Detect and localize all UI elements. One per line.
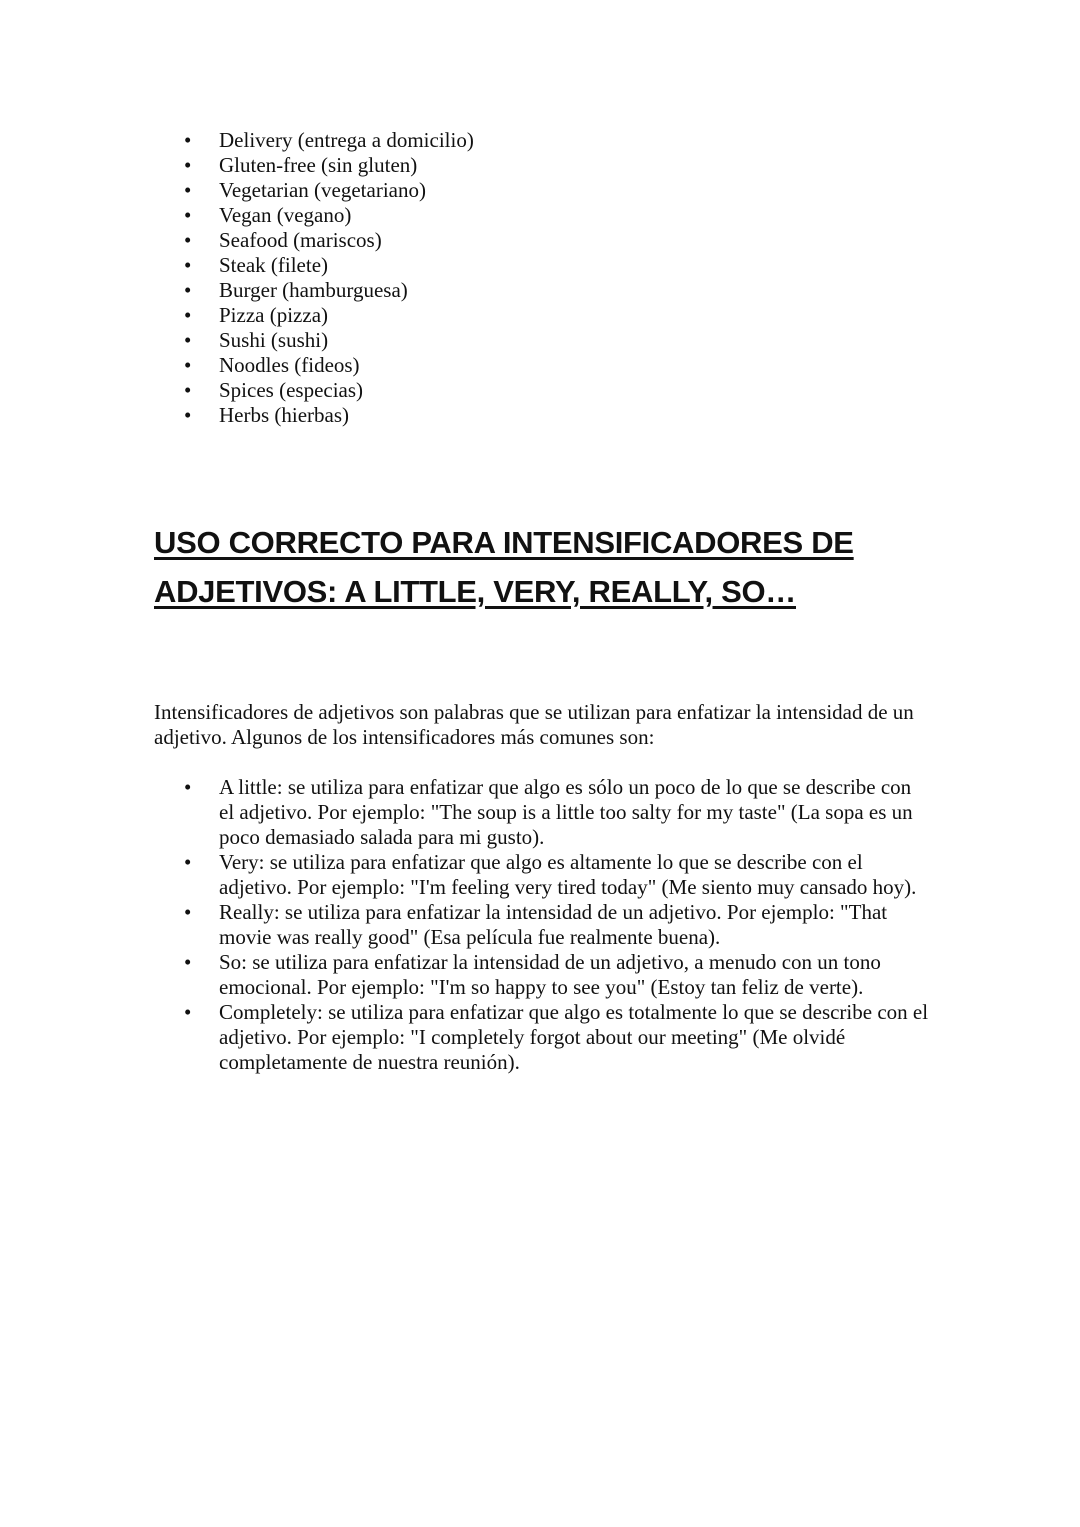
food-item bbox=[154, 353, 874, 378]
food-item bbox=[154, 253, 874, 278]
intensifier-item bbox=[154, 775, 929, 850]
food-item-text: Pizza (pizza) bbox=[219, 303, 329, 327]
food-item-text: Herbs (hierbas) bbox=[219, 403, 350, 427]
intensifier-item bbox=[154, 900, 929, 950]
bullet-icon: • bbox=[184, 303, 192, 327]
food-item-text: Burger (hamburguesa) bbox=[219, 278, 408, 302]
intensifiers-list bbox=[154, 775, 929, 1075]
bullet-icon: • bbox=[184, 850, 192, 874]
bullet-icon: • bbox=[184, 228, 192, 252]
intensifier-item-text: Very: se utiliza para enfatizar que algo es altamente lo que se describe con el adjetivo. Por ejemplo: "I'm feeling very tired today" (Me siento muy cansado hoy). bbox=[219, 850, 917, 899]
food-item bbox=[154, 328, 874, 353]
intro-paragraph: Intensificadores de adjetivos son palabras que se utilizan para enfatizar la intensidad de un adjetivo. Algunos de los intensificadores más comunes son: bbox=[154, 700, 914, 749]
food-item-text: Delivery (entrega a domicilio) bbox=[219, 128, 474, 152]
intensifier-item-text: So: se utiliza para enfatizar la intensidad de un adjetivo, a menudo con un tono emocional. Por ejemplo: "I'm so happy to see you" (Estoy tan feliz de verte). bbox=[219, 950, 881, 999]
food-item bbox=[154, 228, 874, 253]
bullet-icon: • bbox=[184, 178, 192, 202]
food-item-text: Vegan (vegano) bbox=[219, 203, 352, 227]
bullet-icon: • bbox=[184, 378, 192, 402]
food-item bbox=[154, 128, 874, 153]
food-item bbox=[154, 203, 874, 228]
food-item bbox=[154, 178, 874, 203]
food-item-text: Vegetarian (vegetariano) bbox=[219, 178, 426, 202]
bullet-icon: • bbox=[184, 900, 192, 924]
intensifier-item bbox=[154, 1000, 929, 1075]
intensifier-item-text: A little: se utiliza para enfatizar que algo es sólo un poco de lo que se describe con el adjetivo. Por ejemplo: "The soup is a little too salty for my taste" (La sopa es un poco demasiado salada para mi gusto). bbox=[219, 775, 913, 849]
food-item bbox=[154, 153, 874, 178]
food-item-text: Gluten-free (sin gluten) bbox=[219, 153, 418, 177]
food-item-text: Spices (especias) bbox=[219, 378, 364, 402]
bullet-icon: • bbox=[184, 278, 192, 302]
bullet-icon: • bbox=[184, 950, 192, 974]
bullet-icon: • bbox=[184, 153, 192, 177]
food-item-text: Steak (filete) bbox=[219, 253, 329, 277]
intensifier-item-text: Completely: se utiliza para enfatizar que algo es totalmente lo que se describe con el adjetivo. Por ejemplo: "I completely forgot about our meeting" (Me olvidé completamente de nuestra reunión). bbox=[219, 1000, 929, 1074]
section-heading: USO CORRECTO PARA INTENSIFICADORES DE ADJETIVOS: A LITTLE, VERY, REALLY, SO… bbox=[154, 525, 854, 609]
food-item-text: Sushi (sushi) bbox=[219, 328, 329, 352]
bullet-icon: • bbox=[184, 1000, 192, 1024]
intensifier-item bbox=[154, 950, 929, 1000]
bullet-icon: • bbox=[184, 128, 192, 152]
bullet-icon: • bbox=[184, 403, 192, 427]
bullet-icon: • bbox=[184, 775, 192, 799]
bullet-icon: • bbox=[184, 328, 192, 352]
food-item bbox=[154, 278, 874, 303]
food-vocabulary-list bbox=[154, 128, 874, 428]
bullet-icon: • bbox=[184, 253, 192, 277]
food-item-text: Seafood (mariscos) bbox=[219, 228, 382, 252]
food-item bbox=[154, 303, 874, 328]
food-item bbox=[154, 403, 874, 428]
intensifier-item bbox=[154, 850, 929, 900]
intensifier-item-text: Really: se utiliza para enfatizar la intensidad de un adjetivo. Por ejemplo: "That movie was really good" (Esa película fue realmente buena). bbox=[219, 900, 888, 949]
bullet-icon: • bbox=[184, 353, 192, 377]
bullet-icon: • bbox=[184, 203, 192, 227]
food-item-text: Noodles (fideos) bbox=[219, 353, 360, 377]
food-item bbox=[154, 378, 874, 403]
